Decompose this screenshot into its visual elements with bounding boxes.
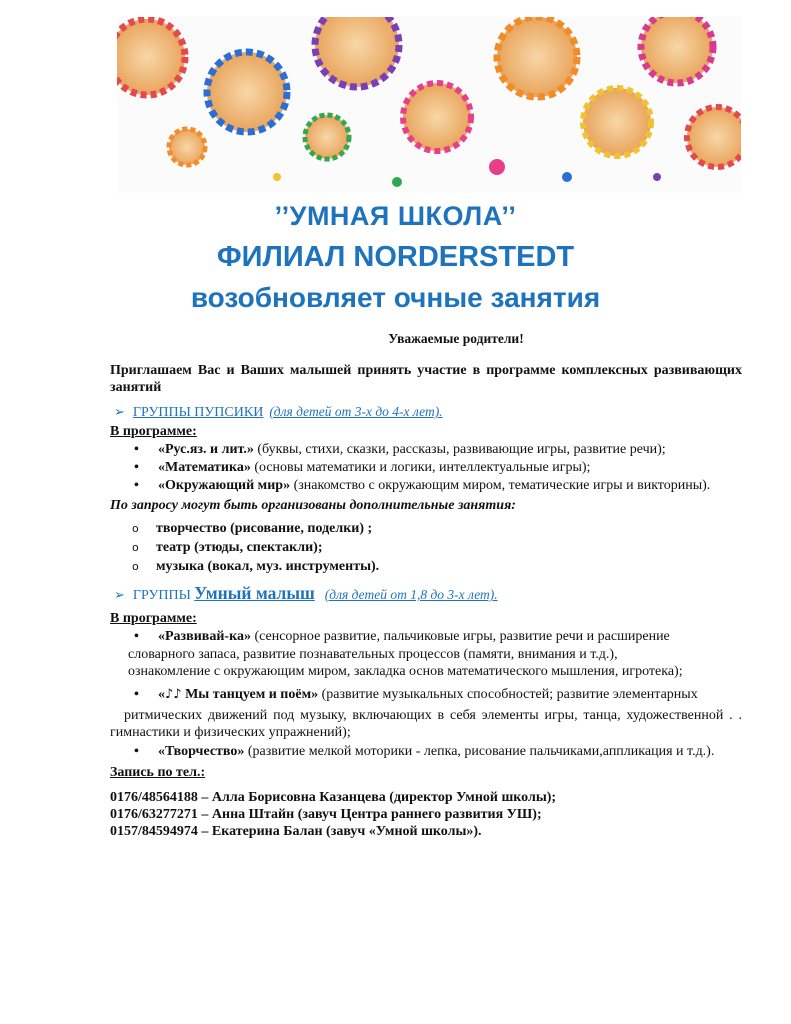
bullet-icon: • xyxy=(134,744,139,759)
arrow-bullet-icon: ➢ xyxy=(114,405,125,420)
group1-name: ГРУППЫ ПУПСИКИ xyxy=(132,405,264,420)
group2-heading xyxy=(110,585,742,604)
contact-line: 0176/63277271 – Анна Штайн (завуч Центра раннего развития УШ); xyxy=(110,807,542,822)
group2-program-list-2 xyxy=(110,686,742,703)
bullet-icon: • xyxy=(134,629,139,644)
group2-program-label: В программе: xyxy=(110,611,197,626)
list-item: • «Математика» (основы математики и логики, интеллектуальные игры); xyxy=(134,460,591,475)
group2-prefix: ГРУППЫ xyxy=(132,588,191,603)
circle-bullet-icon: o xyxy=(132,522,139,535)
extra-classes-list xyxy=(110,520,742,575)
group1-heading xyxy=(110,403,742,421)
group1-program-label: В программе: xyxy=(110,424,197,439)
list-item: o театр (этюды, спектакли); xyxy=(132,540,323,555)
group2-name: Умный малыш xyxy=(194,583,315,603)
circle-bullet-icon: o xyxy=(132,541,139,554)
list-item: • «Творчество» (развитие мелкой моторики - лепка, рисование пальчиками,аппликация и т.д.). xyxy=(134,744,715,759)
item2-continuation: ритмических движений под музыку, включающих в себя элементы игры, танца, художественной . . гимнастики и физических упражнений); xyxy=(110,708,742,740)
item1-continuation-2: ознакомление с окружающим миром, закладка основ математического мышления, игротека); xyxy=(128,664,683,679)
document-body xyxy=(110,330,742,840)
pencil-shavings-banner xyxy=(117,17,741,193)
contacts-list xyxy=(110,789,742,840)
circle-bullet-icon: o xyxy=(132,560,139,573)
bullet-icon: • xyxy=(134,478,139,493)
pencil-shavings-image xyxy=(117,17,741,193)
contacts-label: Запись по тел.: xyxy=(110,765,206,780)
arrow-bullet-icon: ➢ xyxy=(114,588,125,603)
greeting: Уважаемые родители! xyxy=(388,331,524,346)
list-item: • «Окружающий мир» (знакомство с окружающим миром, тематические игры и викторины). xyxy=(134,478,711,493)
group1-program-list xyxy=(110,441,742,494)
list-item: • «♪♪ Мы танцуем и поём» (развитие музыкальных способностей; развитие элементарных xyxy=(134,687,698,702)
intro-paragraph: Приглашаем Вас и Ваших малышей принять участие в программе комплексных развивающих занятий xyxy=(110,363,742,395)
list-item: o музыка (вокал, муз. инструменты). xyxy=(132,559,380,574)
list-item: • «Рус.яз. и лит.» (буквы, стихи, сказки, рассказы, развивающие игры, развитие речи); xyxy=(134,442,666,457)
school-name-title: ’’УМНАЯ ШКОЛА’’ xyxy=(274,201,517,231)
title-block xyxy=(0,200,791,316)
extra-classes-label: По запросу могут быть организованы дополнительные занятия: xyxy=(110,498,516,513)
subtitle: возобновляет очные занятия xyxy=(190,282,601,313)
list-item: o творчество (рисование, поделки) ; xyxy=(132,521,373,536)
bullet-icon: • xyxy=(134,460,139,475)
contact-line: 0176/48564188 – Алла Борисовна Казанцева (директор Умной школы); xyxy=(110,790,557,805)
group2-program-list xyxy=(110,628,742,645)
group1-age: (для детей от 3-х до 4-х лет). xyxy=(269,404,443,419)
bullet-icon: • xyxy=(134,442,139,457)
group2-program-list-3 xyxy=(110,743,742,760)
group2-age: (для детей от 1,8 до 3-х лет). xyxy=(324,587,498,602)
contact-line: 0157/84594974 – Екатерина Балан (завуч «Умной школы»). xyxy=(110,824,482,839)
branch-title: ФИЛИАЛ NORDERSTEDT xyxy=(216,241,575,273)
music-note-icon: ♪♪ xyxy=(165,687,182,702)
item1-continuation: словарного запаса, развитие познавательных процессов (памяти, внимания и т.д.), xyxy=(128,647,618,662)
bullet-icon: • xyxy=(134,687,139,702)
list-item: • «Развивай-ка» (сенсорное развитие, пальчиковые игры, развитие речи и расширение xyxy=(134,629,670,644)
